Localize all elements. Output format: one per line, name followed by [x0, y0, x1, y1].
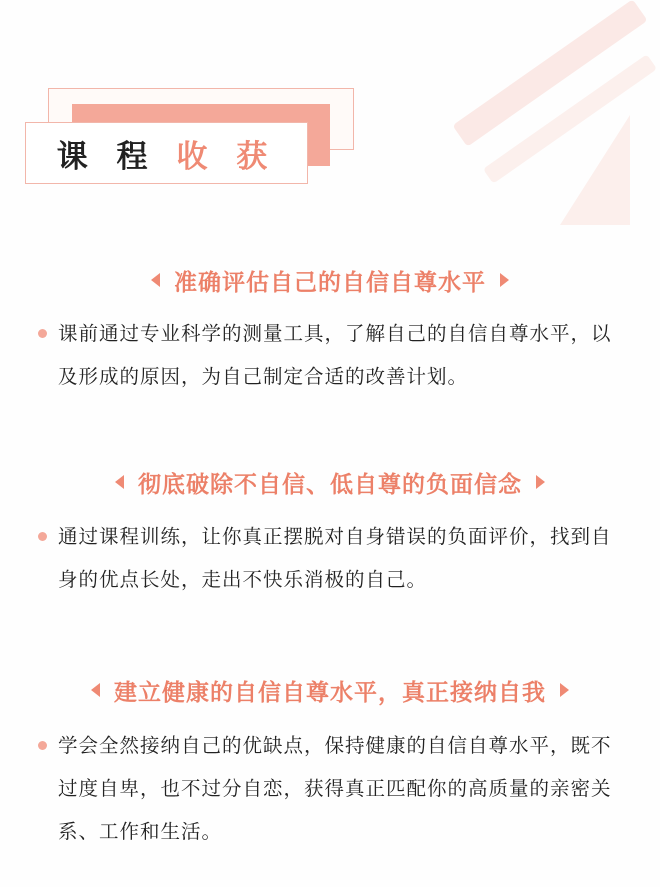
- arrow-left-icon: [91, 683, 100, 697]
- arrow-right-icon: [560, 683, 569, 697]
- page-title-part2: 收 获: [176, 138, 277, 175]
- bullet-dot-icon: [38, 329, 47, 338]
- decor-triangle: [560, 115, 630, 225]
- section-body: [58, 312, 618, 398]
- section-body: [58, 515, 618, 601]
- section-2: [0, 465, 660, 601]
- section-heading: [0, 465, 660, 499]
- page-title-part1: 课 程: [56, 138, 157, 175]
- section-heading: [0, 263, 660, 297]
- arrow-left-icon: [151, 273, 160, 287]
- section-1: [0, 263, 660, 398]
- section-heading: [0, 673, 660, 707]
- section-body: [58, 724, 618, 853]
- section-heading-text: 彻底破除不自信、低自尊的负面信念: [138, 471, 522, 498]
- arrow-right-icon: [536, 475, 545, 489]
- section-heading-text: 建立健康的自信自尊水平，真正接纳自我: [114, 679, 546, 706]
- section-body-text: 通过课程训练，让你真正摆脱对自身错误的负面评价，找到自身的优点长处，走出不快乐消极的自己。: [58, 525, 612, 591]
- page-title: [25, 122, 308, 184]
- section-heading-text: 准确评估自己的自信自尊水平: [174, 269, 486, 296]
- section-body-text: 学会全然接纳自己的优缺点，保持健康的自信自尊水平，既不过度自卑，也不过分自恋，获得真正匹配你的高质量的亲密关系、工作和生活。: [58, 734, 612, 843]
- section-body-text: 课前通过专业科学的测量工具，了解自己的自信自尊水平，以及形成的原因，为自己制定合适的改善计划。: [58, 322, 612, 388]
- section-3: [0, 673, 660, 853]
- bullet-dot-icon: [38, 741, 47, 750]
- bullet-dot-icon: [38, 532, 47, 541]
- arrow-left-icon: [115, 475, 124, 489]
- arrow-right-icon: [500, 273, 509, 287]
